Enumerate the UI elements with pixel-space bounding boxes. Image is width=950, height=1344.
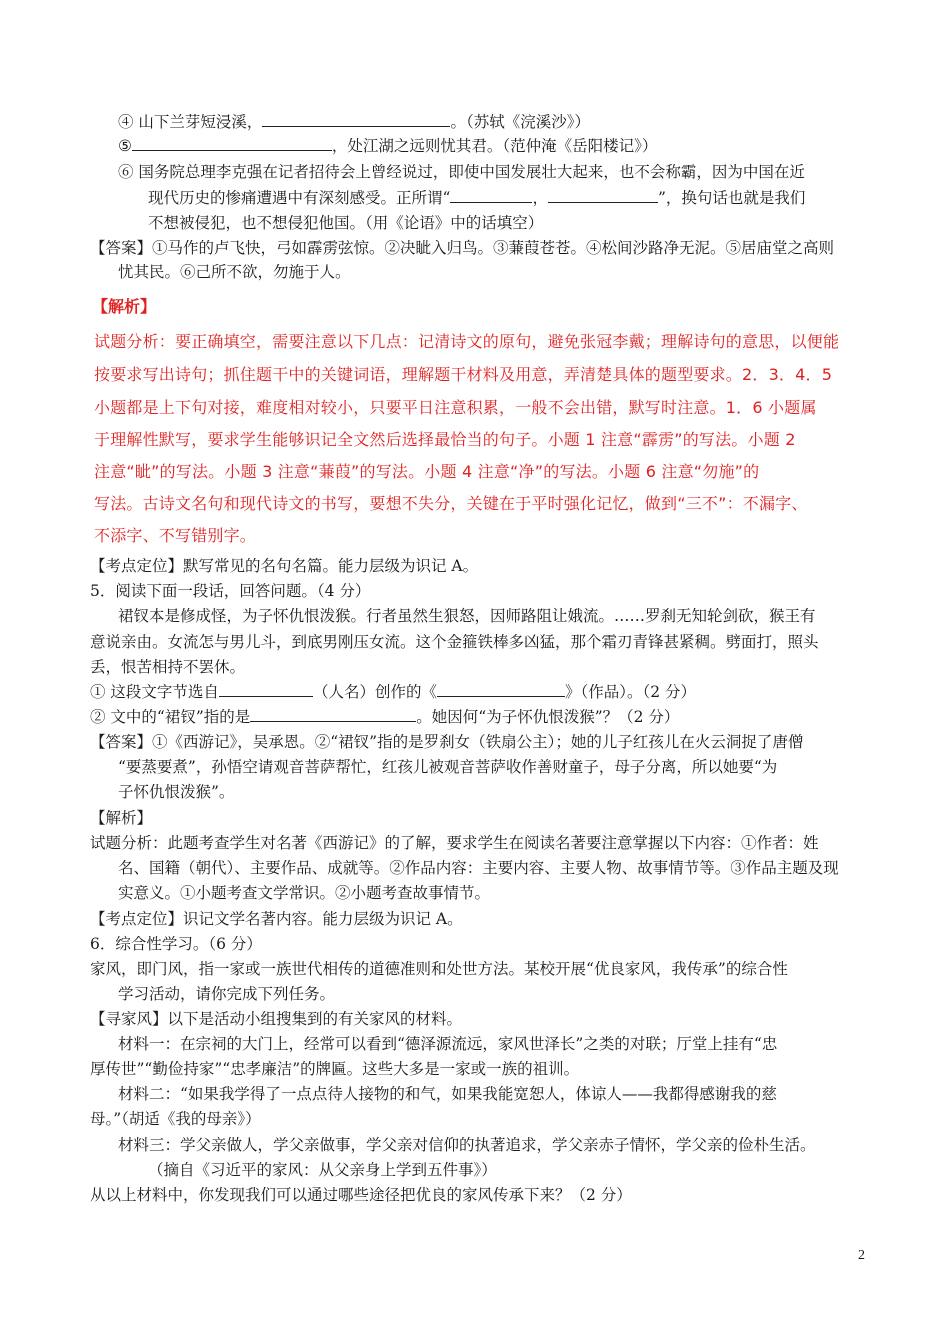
q4-item6-line2: 现代历史的惨痛遭遇中有深刻感受。正所谓“ ， ”，换句话也就是我们 [148, 189, 806, 207]
q5-analysis-heading: 【解析】 [90, 809, 153, 827]
q5-title: 5．阅读下面一段话，回答问题。（4 分） [90, 582, 371, 600]
q4-analysis-line: 写法。古诗文名句和现代诗文的书写，要想不失分，关键在于平时强化记忆，做到“三不”：不漏字、 [94, 494, 808, 513]
q4-analysis-line: 小题都是上下句对接，难度相对较小，只要平日注意积累，一般不会出错，默写时注意。1．6 小题属 [94, 398, 817, 417]
fill-blank [548, 188, 658, 203]
fill-blank [450, 188, 532, 203]
q4-kaodian: 【考点定位】默写常见的名句名篇。能力层级为识记 A。 [90, 557, 479, 575]
q6-intro-line1: 家风，即门风，指一家或一族世代相传的道德准则和处世方法。某校开展“优良家风，我传承”的综合性 [90, 960, 788, 978]
q5-analysis-line3: 实意义。①小题考查文学常识。②小题考查故事情节。 [118, 884, 491, 902]
q4-analysis-line: 注意“眦”的写法。小题 3 注意“蒹葭”的写法。小题 4 注意“净”的写法。小题 6 注意“勿施”的 [94, 462, 760, 481]
fill-blank [250, 707, 416, 722]
page-number: 2 [858, 1248, 865, 1263]
q6-question: 从以上材料中，你发现我们可以通过哪些途径把优良的家风传承下来？（2 分） [90, 1186, 632, 1204]
q5-passage-line3: 丢，恨苦相持不罢休。 [90, 658, 246, 676]
q5-passage-line2: 意说亲由。女流怎与男儿斗，到底男刚压女流。这个金箍铁棒多凶猛，那个霜刃青锋甚紧稠。劈面打，照头 [90, 633, 819, 651]
q4-analysis-line: 按要求写出诗句；抓住题干中的关键词语，理解题干材料及用意，弄清楚具体的题型要求。2．3．4．5 [94, 365, 833, 384]
q4-item6-line1: ⑥ 国务院总理李克强在记者招待会上曾经说过，即使中国发展壮大起来，也不会称霸，因为中国在近 [118, 163, 805, 181]
q6-material2-line1: 材料二：“如果我学得了一点点待人接物的和气，如果我能宽恕人，体谅人——我都得感谢我的慈 [118, 1085, 777, 1103]
q6-material3-line1: 材料三：学父亲做人，学父亲做事，学父亲对信仰的执著追求，学父亲赤子情怀，学父亲的俭朴生活。 [118, 1136, 816, 1154]
q4-answer-line1: 【答案】①马作的卢飞快，弓如霹雳弦惊。②决眦入归鸟。③蒹葭苍苍。④松间沙路净无泥。⑤居庙堂之高则 [90, 239, 835, 257]
q4-item4: ④ 山下兰芽短浸溪， 。（苏轼《浣溪沙》） [118, 113, 590, 131]
q4-analysis-line: 不添字、不写错别字。 [94, 526, 257, 545]
q5-analysis-line2: 名、国籍（朝代）、主要作品、成就等。②作品内容：主要内容、主要人物、故事情节等。③作品主题及现 [118, 859, 839, 877]
q6-material1-line2: 厚传世”“勤俭持家”“忠孝廉洁”的牌匾。这些大多是一家或一族的祖训。 [90, 1060, 580, 1078]
q5-sub1: ① 这段文字节选自 （人名）创作的《 》（作品）。（2 分） [90, 683, 696, 701]
q6-intro-line2: 学习活动，请你完成下列任务。 [118, 985, 336, 1003]
q4-analysis-heading: 【解析】 [92, 297, 157, 316]
q6-material3-line2: （摘自《习近平的家风：从父亲身上学到五件事》） [148, 1161, 497, 1179]
fill-blank [437, 682, 565, 697]
q5-passage-line1: 裙钗本是修成怪，为子怀仇恨泼猴。行者虽然生狠怒，因师路阻让娥流。……罗刹无知轮剑砍，猴王有 [118, 607, 816, 625]
q4-item5: ⑤ ，处江湖之远则忧其君。（范仲淹《岳阳楼记》） [118, 137, 658, 155]
fill-blank [132, 136, 332, 151]
q4-analysis-line: 试题分析：要正确填空，需要注意以下几点：记清诗文的原句，避免张冠李戴；理解诗句的意思，以便能 [94, 332, 840, 351]
q5-sub2: ② 文中的“裙钗”指的是 。她因何“为子怀仇恨泼猴”？（2 分） [90, 708, 680, 726]
q6-title: 6．综合性学习。（6 分） [90, 935, 262, 953]
q5-answer-line3: 子怀仇恨泼猴”。 [118, 783, 235, 801]
q6-xunjiafeng: 【寻家风】以下是活动小组搜集到的有关家风的材料。 [90, 1010, 463, 1028]
fill-blank [262, 112, 450, 127]
fill-blank [219, 682, 313, 697]
q5-analysis-line1: 试题分析：此题考查学生对名著《西游记》的了解，要求学生在阅读名著要注意掌握以下内容：①作者：姓 [90, 834, 819, 852]
q4-analysis-line: 于理解性默写，要求学生能够识记全文然后选择最恰当的句子。小题 1 注意“霹雳”的写法。小题 2 [94, 430, 796, 449]
q4-item6-line3: 不想被侵犯，也不想侵犯他国。（用《论语》中的话填空） [148, 214, 544, 232]
q4-answer-line2: 忧其民。⑥己所不欲，勿施于人。 [118, 263, 351, 281]
q5-answer-line2: “要蒸要煮”，孙悟空请观音菩萨帮忙，红孩儿被观音菩萨收作善财童子，母子分离，所以她要“为 [118, 758, 778, 776]
q5-kaodian: 【考点定位】识记文学名著内容。能力层级为识记 A。 [90, 910, 463, 928]
q5-answer-line1: 【答案】①《西游记》，吴承恩。②“裙钗”指的是罗刹女（铁扇公主）；她的儿子红孩儿在火云洞捉了唐僧 [90, 733, 804, 751]
q6-material1-line1: 材料一：在宗祠的大门上，经常可以看到“德泽源流远，家风世泽长”之类的对联；厅堂上挂有“忠 [118, 1035, 778, 1053]
q6-material2-line2: 母。”（胡适《我的母亲》） [90, 1110, 261, 1128]
